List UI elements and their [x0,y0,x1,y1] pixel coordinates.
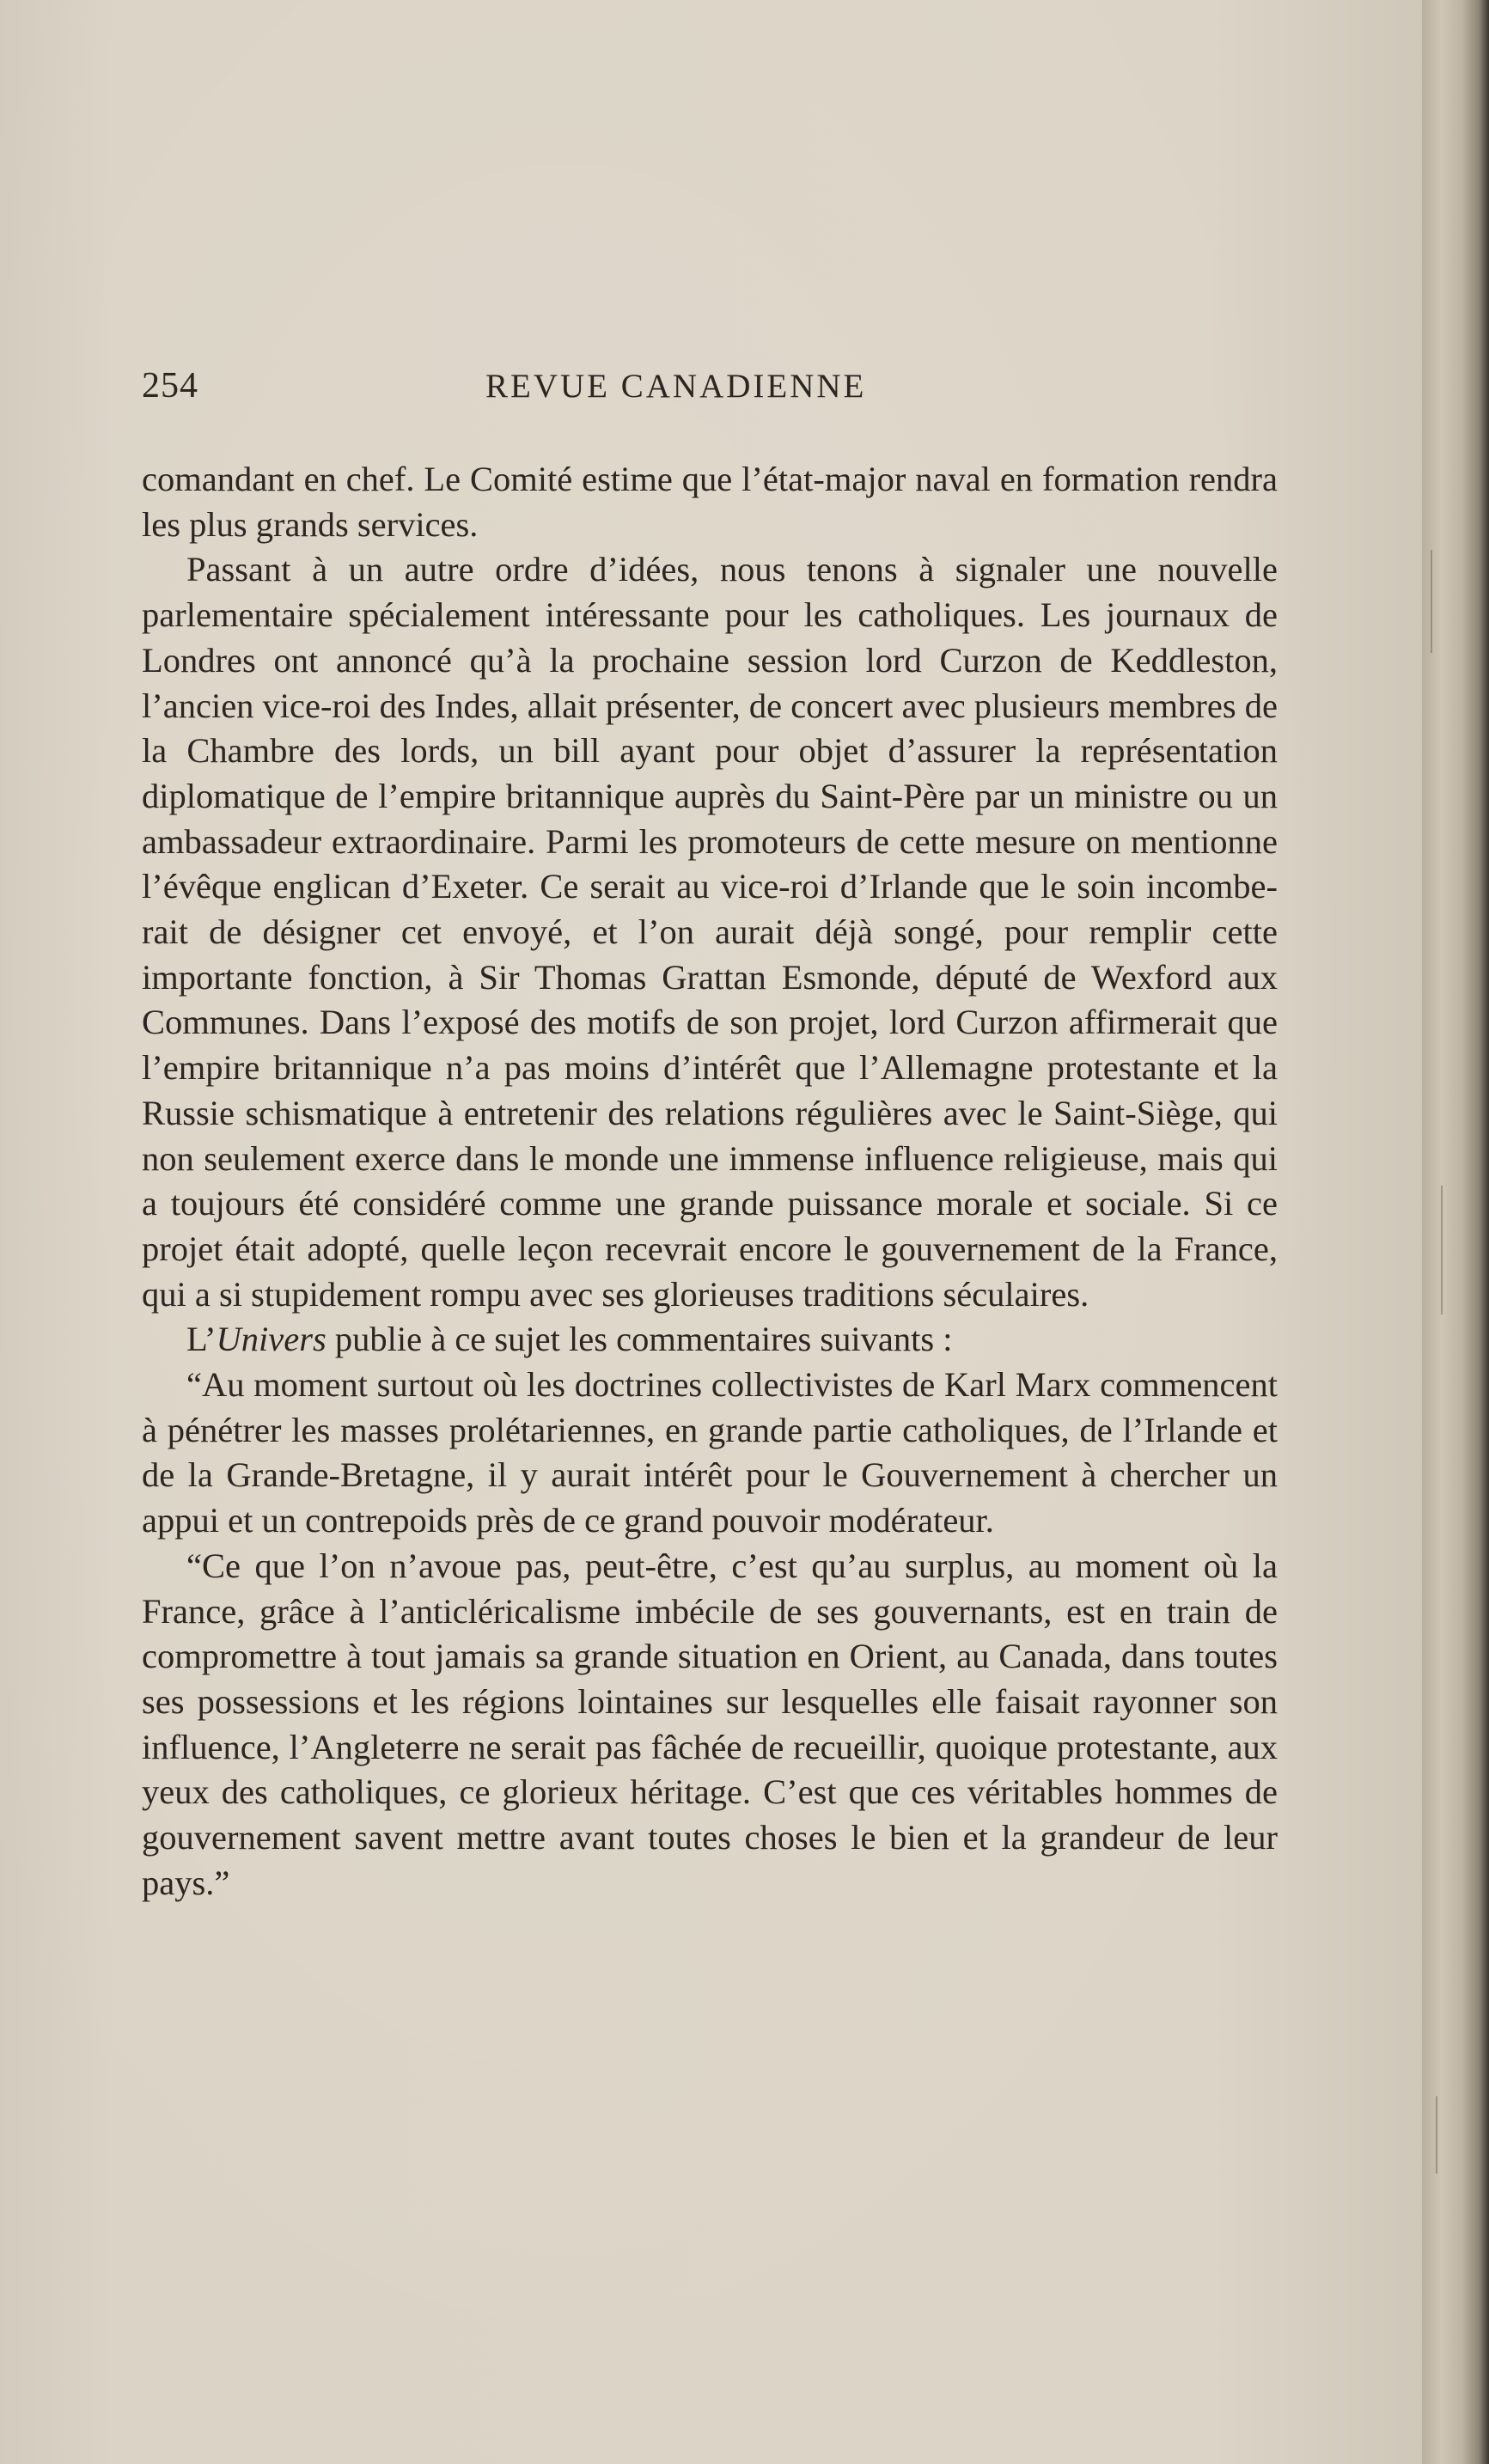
page-header [142,365,1276,417]
paragraph-3-prefix: L’ [186,1320,217,1359]
paragraph-1: comandant en chef. Le Comité estime que l’état-major naval en formation rendra les plus grands services. [142,460,1278,544]
edge-mark [1441,1186,1443,1314]
edge-mark [1436,2096,1437,2174]
page-edge-shadow [1422,0,1489,2464]
journal-title: Univers [216,1320,326,1359]
article-body [142,457,1278,1906]
paragraph-3 [142,1317,1278,1363]
paragraph-2: Passant à un autre ordre d’idées, nous tenons à signaler une nouvelle parlementaire spécialement intéressante pour les catholiques. Les journaux de Londres ont annoncé qu’à la prochaine session lord Curzon de Keddleston, l’ancien vice-roi des Indes, allait présenter, de concert avec plusieurs membres de la Chambre des lords, un bill ayant pour objet d’assurer la représentation diplomatique de l’empire britannique auprès du Saint-Père par un ministre ou un ambassadeur extraordinaire. Parmi les promoteurs de cette mesure on mentionne l’évêque englican d’Exeter. Ce serait au vice-roi d’Irlande que le soin incomberait de désigner cet envoyé, et l’on aurait déjà songé, pour remplir cette importante fonction, à Sir Thomas Grattan Esmonde, député de Wexford aux Communes. Dans l’exposé des motifs de son projet, lord Curzon affirmerait que l’empire britannique n’a pas moins d’intérêt que l’Allemagne protestante et la Russie schismatique à entretenir des relations régulières avec le Saint-Siège, qui non seulement exerce dans le monde une immense influence religieuse, mais qui a toujours été considéré comme une grande puissance morale et sociale. Si ce projet était adopté, quelle leçon recevrait encore le gouvernement de la France, qui a si stupidement rompu avec ses glorieuses traditions séculaires. [142,550,1278,1314]
running-title: REVUE CANADIENNE [485,368,867,405]
paragraph-3-rest: publie à ce sujet les commentaires suivants : [326,1320,953,1359]
paragraph-5-quote: “Ce que l’on n’avoue pas, peut-être, c’est qu’au surplus, au moment où la France, grâce à l’anticléricalisme imbécile de ses gouvernants, est en train de compromettre à tout jamais sa grande situation en Orient, au Canada, dans toutes ses possessions et les régions lointaines sur lesquelles elle faisait rayonner son influence, l’Angleterre ne serait pas fâchée de recueillir, quoique protestante, aux yeux des catholiques, ce glorieux héritage. C’est que ces véritables hommes de gouvernement savent mettre avant toutes choses le bien et la grandeur de leur pays.” [142,1546,1278,1902]
page-number: 254 [142,366,198,406]
edge-mark [1431,550,1432,653]
paragraph-4-quote: “Au moment surtout où les doctrines collectivistes de Karl Marx commencent à pénétrer les masses prolétariennes, en grande partie catholiques, de l’Irlande et de la Grande-Bretagne, il y aurait intérêt pour le Gouvernement à chercher un appui et un contrepoids près de ce grand pouvoir modérateur. [142,1365,1278,1540]
